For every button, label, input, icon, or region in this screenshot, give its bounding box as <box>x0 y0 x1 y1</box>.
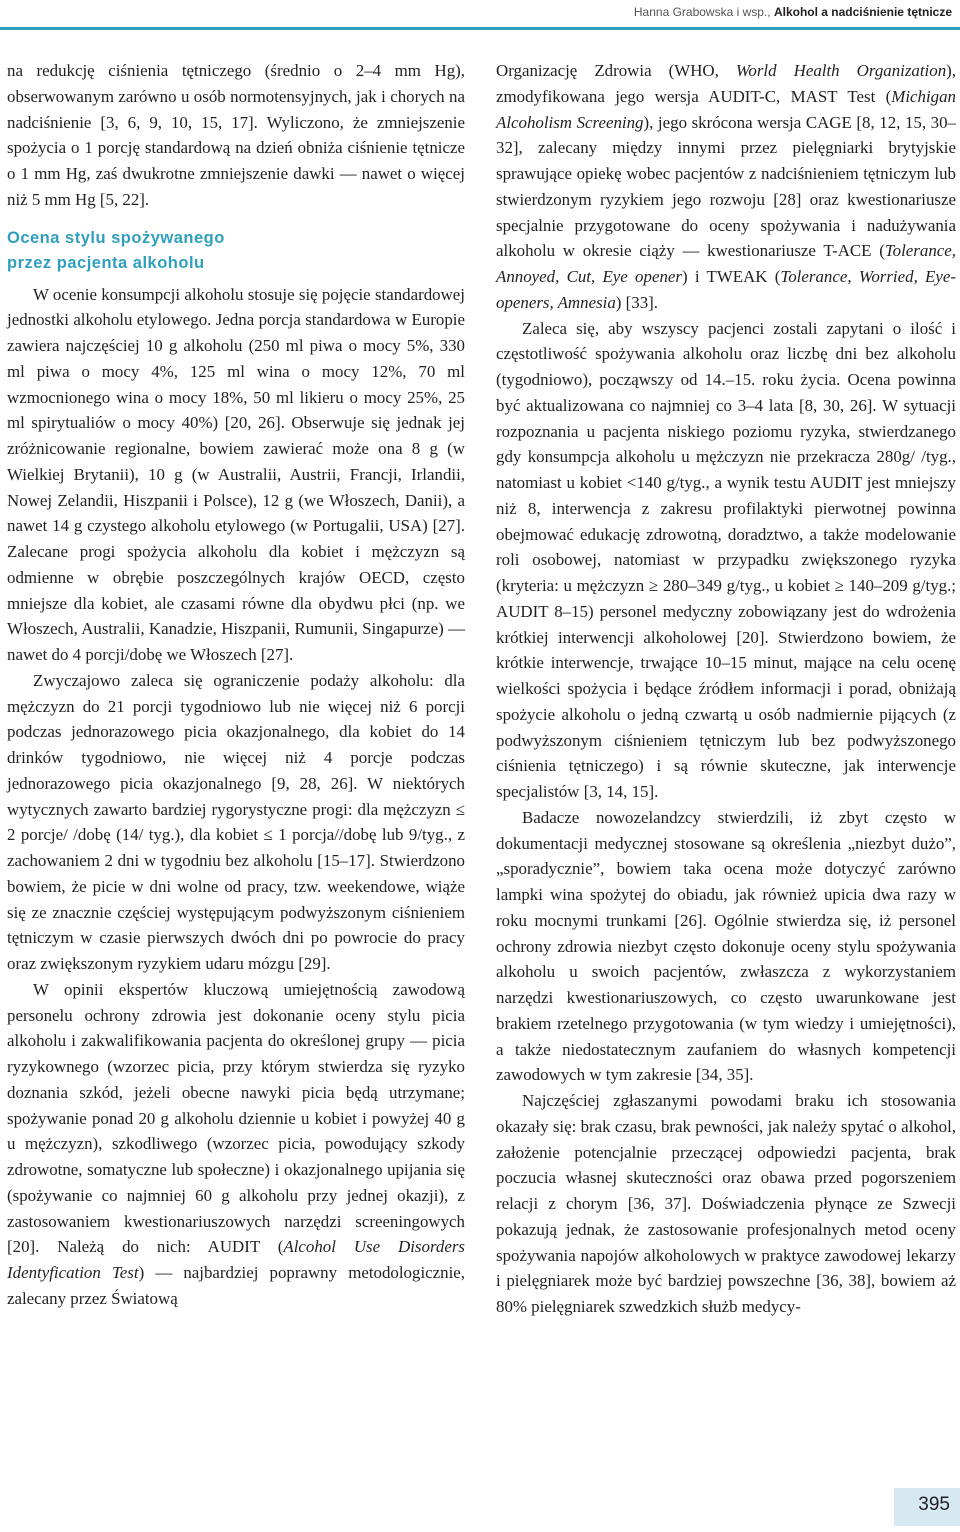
paragraph <box>496 58 956 316</box>
italic-term: Tolerance, Worried, Eye-openers, Amnesia <box>496 267 956 312</box>
left-column <box>7 58 465 1312</box>
paragraph: Zwyczajowo zaleca się ograniczenie podaży alkoholu: dla mężczyzn do 21 porcji tygodniowo lub nie więcej niż 6 porcji podczas jednorazowego picia okazjonalnego, dla kobiet do 14 drinków tygodniowo, nie więcej niż 4 porcje podczas jednorazowego picia okazjonalnego [9, 28, 26]. W niektórych wytycznych zawarto bardziej rygorystyczne progi: dla mężczyzn ≤ 2 porcje/ /dobę (14/ tyg.), dla kobiet ≤ 1 porcja//dobę lub 9/tyg., z zachowaniem 2 dni w tygodniu bez alkoholu [15–17]. Stwierdzono bowiem, że picie w dni wolne od pracy, tzw. weekendowe, wiąże się ze znacznie częściej występującym podwyższonym ciśnieniem tętniczym w czasie pierwszych dwóch dni po powrocie do pracy oraz zwiększonym ryzykiem udaru mózgu [29]. <box>7 670 465 973</box>
text-run: ) — najbardziej poprawny metodologicznie, zalecany przez Światową <box>7 1263 465 1308</box>
italic-term: Michigan Alcoholism Screening <box>496 86 956 132</box>
italic-term: Tolerance, Annoyed, Cut, Eye opener <box>496 241 956 286</box>
paragraph: Najczęściej zgłaszanymi powodami braku ich stosowania okazały się: brak czasu, brak pewności, jak należy spytać o alkohol, założenie potencjalnie przeczącej odpowiedzi pacjenta, brak poczucia własnej skuteczności oraz obawa przed pogorszeniem relacji z chorym [36, 37]. Doświadczenia płynące ze Szwecji pokazują jednak, że zastosowanie profesjonalnych metod oceny spożywania napojów alkoholowych w praktyce zawodowej lekarzy i pielęgniarek może być bardziej powszechne [36, 38], bowiem aż 80% pielęgniarek szwedzkich służb medycy- <box>496 1091 956 1316</box>
paragraph: W ocenie konsumpcji alkoholu stosuje się pojęcie standardowej jednostki alkoholu etylowego. Jedna porcja standardowa w Europie zawiera najczęściej 10 g alkoholu (250 ml piwa o mocy 5%, 330 ml piwa o mocy 4%, 125 ml wina o mocy 12%, 70 ml wzmocnionego wina o mocy 18%, 50 ml likieru o mocy 25%, 25 ml spirytualiów o mocy 40%) [20, 26]. Obserwuje się jednak jej zróżnicowanie regionalne, bowiem zawierać może ona 8 g (w Wielkiej Brytanii), 10 g (w Australii, Austrii, Francji, Irlandii, Nowej Zelandii, Hiszpanii i Polsce), 12 g (we Włoszech, Danii), a nawet 14 g czystego alkoholu etylowego (w Portugalii, USA) [27]. Zalecane progi spożycia alkoholu dla kobiet i mężczyzn są odmienne w obrębie poszczególnych krajów OECD, często mniejsze dla kobiet, ale czasami równe dla obydwu płci (np. we Włoszech, Australii, Kanadzie, Hiszpanii, Rumunii, Singapurze) — nawet do 4 porcji/dobę we Włoszech [27]. <box>7 284 465 664</box>
italic-term: World Health Organization <box>735 61 947 80</box>
section-heading-line: przez pacjenta alkoholu <box>7 253 205 272</box>
header-authors: Hanna Grabowska i wsp., <box>633 5 771 19</box>
text-run: W opinii ekspertów kluczową umiejętnością zawodową personelu ochrony zdrowia jest dokonanie oceny stylu picia alkoholu i zakwalifikowania pacjenta do określonej grupy — picia ryzykownego (wzorzec picia, przy którym stwierdza się ryzyko doznania szkód, jeżeli obecne nawyki picia będą utrzymane; spożywanie ponad 20 g alkoholu dziennie u kobiet i powyżej 40 g u mężczyzn), szkodliwego (wzorzec picia, powodujący szkody zdrowotne, somatyczne lub społeczne) i okazjonalnego upijania się (spożywanie co najmniej 60 g alkoholu przy jednej okazji), z zastosowaniem kwestionariuszowych narzędzi screeningowych [20]. Należą do nich: AUDIT ( <box>7 979 465 1257</box>
text-run: ), jego skrócona wersja CAGE [8, 12, 15, 30–32], zalecany między innymi przez pielęgniarki brytyjskie sprawujące opiekę wobec pacjentów z nadciśnieniem tętniczym lub stwierdzonym ryzykiem jego rozwoju [28] oraz kwestionariusze specjalnie przygotowane do oceny spożywania i nadużywania alkoholu w okresie ciąży — kwestionariusze T-ACE ( <box>496 112 956 261</box>
page-number: 395 <box>918 1494 950 1515</box>
text-run: ) [33]. <box>615 292 659 312</box>
text-run: Organizację Zdrowia (WHO, <box>496 61 736 80</box>
header-title: Alkohol a nadciśnienie tętnicze <box>773 5 952 19</box>
running-header <box>0 0 960 30</box>
paragraph: Zaleca się, aby wszyscy pacjenci zostali zapytani o ilość i częstotliwość spożywania alkoholu oraz liczbę dni bez alkoholu (tygodniowo), począwszy od 14.–15. roku życia. Ocena powinna być aktualizowana co najmniej co 3–4 lata [8, 30, 26]. W sytuacji rozpoznania u pacjenta niskiego poziomu ryzyka, stwierdzanego gdy konsumpcja alkoholu u mężczyzn nie przekracza 280g/ /tyg., natomiast u kobiet <140 g/tyg., a wynik testu AUDIT jest mniejszy niż 8, interwencja z zakresu profilaktyki pierwotnej powinna obejmować edukację zdrowotną, doradztwo, a także modelowanie roli osobowej, natomiast w przypadku zwiększonego ryzyka (kryteria: u mężczyzn ≥ 280–349 g/tyg., u kobiet ≥ 140–209 g/tyg.; AUDIT 8–15) personel medyczny zobowiązany jest do wdrożenia krótkiej interwencji alkoholowej [20]. Stwierdzono bowiem, że krótkie interwencje, trwające 10–15 minut, mające na celu ocenę wielkości spożycia i będące źródłem informacji i porad, obniżają spożycie alkoholu o jedną czwartą u osób nadmiernie pijących (z podwyższonym ciśnieniem tętniczym lub bez podwyższonego ciśnienia tętniczego) i są równie skuteczne, jak interwencje specjalistów [3, 14, 15]. <box>496 318 956 801</box>
text-run: ), zmodyfikowana jego wersja AUDIT-C, MAST Test ( <box>496 61 956 106</box>
running-title <box>634 5 952 19</box>
text-run: ) i TWEAK ( <box>681 267 781 286</box>
header-rule <box>0 27 960 30</box>
paragraph: na redukcję ciśnienia tętniczego (średnio o 2–4 mm Hg), obserwowanym zarówno u osób normotensyjnych, jak i chorych na nadciśnienie [3, 6, 9, 10, 15, 17]. Wyliczono, że zmniejszenie spożycia o 1 porcję standardową na dzień obniża ciśnienie tętnicze o 1 mm Hg, zaś dwukrotne zmniejszenie dawki — nawet o więcej niż 5 mm Hg [5, 22]. <box>7 61 465 209</box>
section-heading-line: Ocena stylu spożywanego <box>7 228 225 247</box>
section-heading <box>7 226 465 276</box>
paragraph: Badacze nowozelandzcy stwierdzili, iż zbyt często w dokumentacji medycznej stosowane są określenia „niezbyt dużo”, „sporadycznie”, bowiem taka ocena może dotyczyć zarówno lampki wina spożytej do obiadu, jak również upicia dwa razy w roku mocnymi trunkami [26]. Ogólnie stwierdza się, iż personel ochrony zdrowia niezbyt często dokonuje oceny stylu spożywania alkoholu u swoich pacjentów, zwłaszcza z wykorzystaniem narzędzi kwestionariuszowych, co często uwarunkowane jest brakiem rzetelnego przygotowania (w tym wiedzy i umiejętności), a także niedostatecznym zaufaniem do własnych kompetencji zawodowych w tym zakresie [34, 35]. <box>496 807 956 1085</box>
page-number-box <box>894 1488 960 1526</box>
paragraph <box>7 977 465 1312</box>
italic-term: Alcohol Use Disorders Identyfication Test <box>7 1237 465 1282</box>
right-column <box>496 58 956 1320</box>
